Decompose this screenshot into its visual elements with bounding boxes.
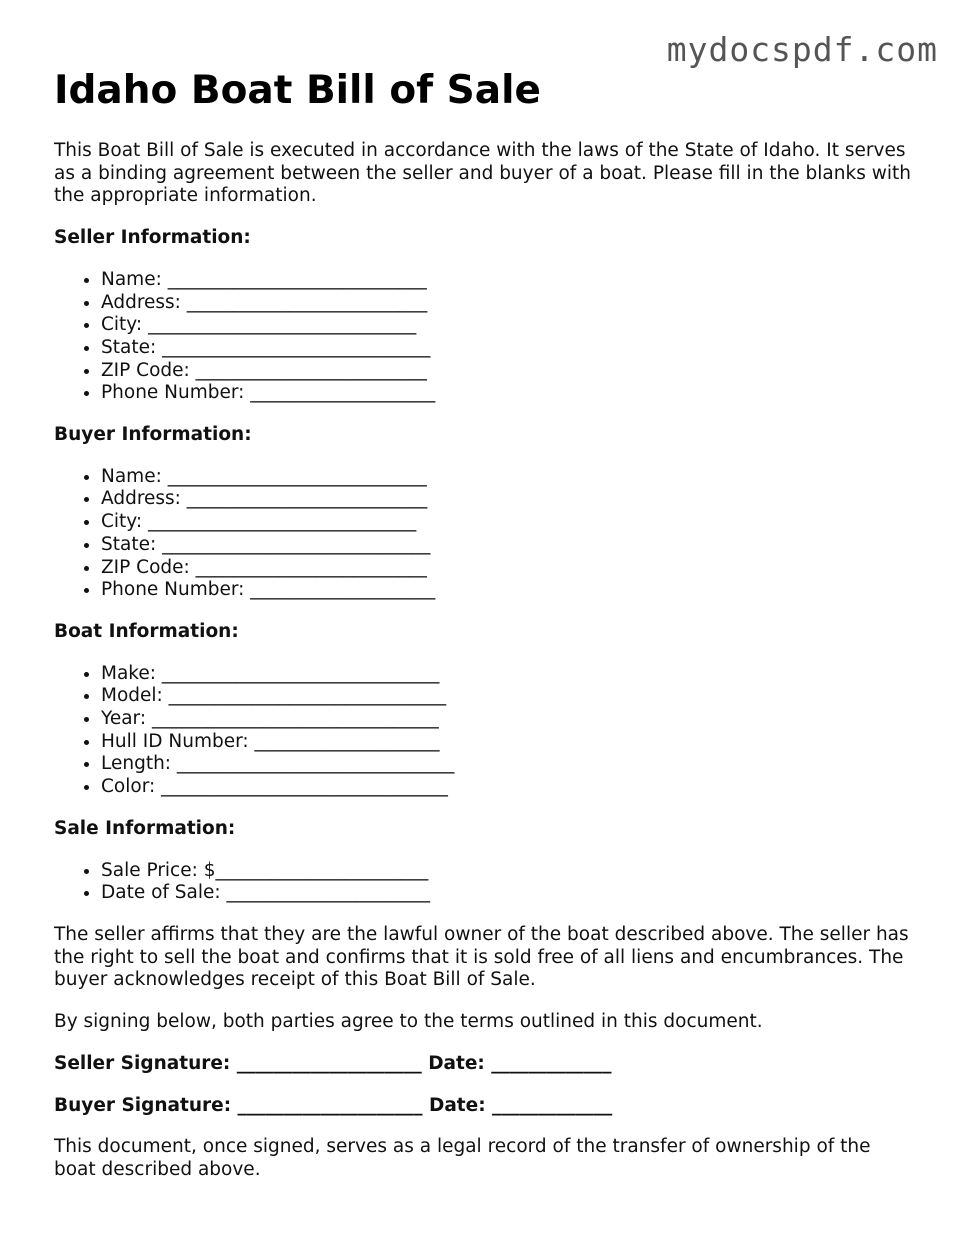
intro-paragraph: This Boat Bill of Sale is executed in accordance with the laws of the State of Idaho. It serves as a binding agreement between the seller and buyer of a boat. Please fill in the blanks with the appropriate information. bbox=[54, 140, 911, 207]
buyer-state-field[interactable]: • State: _____________________________ bbox=[101, 534, 914, 557]
boat-color-field[interactable]: • Color: _______________________________ bbox=[101, 776, 914, 799]
buyer-city-field[interactable]: • City: _____________________________ bbox=[101, 511, 914, 534]
seller-field-list bbox=[54, 269, 914, 405]
boat-section-heading: Boat Information: bbox=[54, 620, 239, 642]
seller-address-field[interactable]: • Address: __________________________ bbox=[101, 292, 914, 315]
sale-date-field[interactable]: • Date of Sale: ______________________ bbox=[101, 882, 914, 905]
buyer-section-heading: Buyer Information: bbox=[54, 424, 252, 446]
document-body bbox=[54, 68, 914, 1182]
seller-zip-field[interactable]: • ZIP Code: _________________________ bbox=[101, 360, 914, 383]
closing-paragraph: This document, once signed, serves as a legal record of the transfer of ownership of the boat described above. bbox=[54, 1136, 871, 1180]
boat-field-list bbox=[54, 663, 914, 799]
buyer-phone-field[interactable]: • Phone Number: ____________________ bbox=[101, 579, 914, 602]
seller-name-field[interactable]: • Name: ____________________________ bbox=[101, 269, 914, 292]
watermark: mydocspdf.com bbox=[666, 30, 938, 69]
buyer-zip-field[interactable]: • ZIP Code: _________________________ bbox=[101, 557, 914, 580]
boat-model-field[interactable]: • Model: ______________________________ bbox=[101, 685, 914, 708]
buyer-address-field[interactable]: • Address: __________________________ bbox=[101, 488, 914, 511]
boat-make-field[interactable]: • Make: ______________________________ bbox=[101, 663, 914, 686]
agreement-paragraph: By signing below, both parties agree to the terms outlined in this document. bbox=[54, 1011, 763, 1033]
sale-section-heading: Sale Information: bbox=[54, 817, 236, 839]
sale-price-field[interactable]: • Sale Price: $_______________________ bbox=[101, 860, 914, 883]
seller-phone-field[interactable]: • Phone Number: ____________________ bbox=[101, 382, 914, 405]
page-title: Idaho Boat Bill of Sale bbox=[54, 68, 541, 113]
boat-length-field[interactable]: • Length: ______________________________ bbox=[101, 753, 914, 776]
buyer-name-field[interactable]: • Name: ____________________________ bbox=[101, 466, 914, 489]
boat-year-field[interactable]: • Year: _______________________________ bbox=[101, 708, 914, 731]
buyer-field-list bbox=[54, 466, 914, 602]
sale-field-list bbox=[54, 860, 914, 905]
seller-state-field[interactable]: • State: _____________________________ bbox=[101, 337, 914, 360]
seller-section-heading: Seller Information: bbox=[54, 227, 251, 249]
buyer-signature-line[interactable]: Buyer Signature: ____________________ Date: _____________ bbox=[54, 1094, 613, 1116]
seller-signature-line[interactable]: Seller Signature: ____________________ Date: _____________ bbox=[54, 1052, 612, 1074]
seller-city-field[interactable]: • City: _____________________________ bbox=[101, 314, 914, 337]
affirmation-paragraph: The seller affirms that they are the lawful owner of the boat described above. The seller has the right to sell the boat and confirms that it is sold free of all liens and encumbrances. The buyer acknowledges receipt of this Boat Bill of Sale. bbox=[54, 923, 909, 991]
boat-hull-id-field[interactable]: • Hull ID Number: ____________________ bbox=[101, 731, 914, 754]
